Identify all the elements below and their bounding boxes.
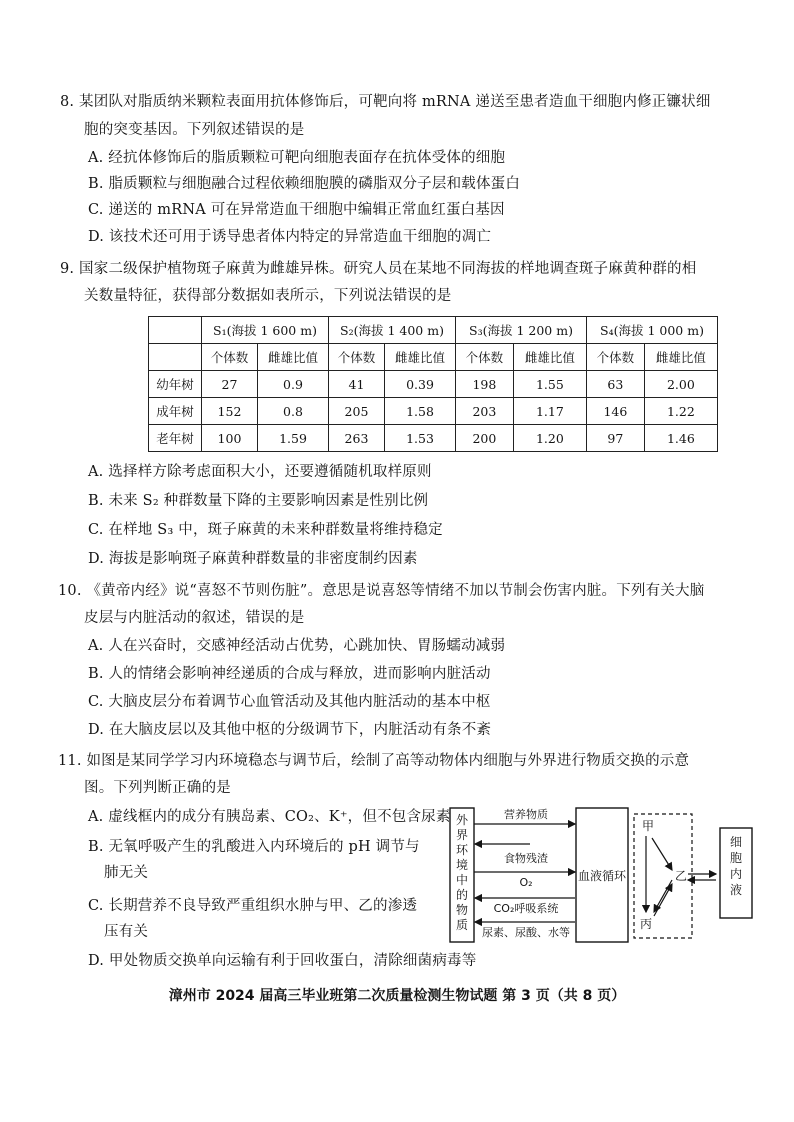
outer-label-char: 外界环境中的物质: [455, 813, 469, 932]
q10-option-b: B. 人的情绪会影响神经递质的合成与释放，进而影响内脏活动: [88, 666, 491, 682]
subheader-ratio: 雌雄比值: [384, 344, 455, 371]
q10-stem-line2: 皮层与内脏活动的叙述，错误的是: [84, 610, 305, 626]
q11-option-c-cont: 压有关: [104, 924, 149, 940]
table-cell: 63: [587, 371, 645, 398]
table-cell: 263: [329, 425, 385, 452]
exchange-diagram-svg: [440, 800, 760, 950]
table-corner-cell: [149, 317, 202, 344]
q9-option-c: C. 在样地 S₃ 中，斑子麻黄的未来种群数量将维持稳定: [88, 522, 443, 538]
table-cell: 100: [202, 425, 258, 452]
table-cell: 27: [202, 371, 258, 398]
subheader-count: 个体数: [456, 344, 514, 371]
bing-to-yi-arrow: [654, 884, 672, 916]
yi-label: 乙: [675, 869, 688, 883]
subheader-ratio: 雌雄比值: [644, 344, 717, 371]
q8-option-c: C. 递送的 mRNA 可在异常造血干细胞中编辑正常血红蛋白基因: [88, 202, 505, 218]
table-cell: 41: [329, 371, 385, 398]
q9-stem-line2: 关数量特征，获得部分数据如表所示，下列说法错误的是: [84, 288, 452, 304]
q9-option-b: B. 未来 S₂ 种群数量下降的主要影响因素是性别比例: [88, 493, 429, 509]
subheader-count: 个体数: [202, 344, 258, 371]
q11-option-b: B. 无氧呼吸产生的乳酸进入内环境后的 pH 调节与: [88, 839, 420, 855]
q11-option-c: C. 长期营养不良导致严重组织水肿与甲、乙的渗透: [88, 898, 418, 914]
q10-option-d: D. 在大脑皮层以及其他中枢的分级调节下，内脏活动有条不紊: [88, 722, 492, 738]
page-footer: 漳州市 2024 届高三毕业班第二次质量检测生物试题 第 3 页（共 8 页）: [168, 988, 626, 1004]
food-residue-label: 食物残渣: [504, 852, 548, 865]
table-cell: 0.39: [384, 371, 455, 398]
q8-option-d: D. 该技术还可用于诱导患者体内特定的异常造血干细胞的凋亡: [88, 229, 492, 245]
row-label: 老年树: [149, 425, 202, 452]
table-cell: 1.22: [644, 398, 717, 425]
population-table: [148, 316, 718, 452]
table-cell: 205: [329, 398, 385, 425]
co2-system-label: CO₂呼吸系统: [493, 902, 559, 915]
bing-label: 丙: [640, 917, 653, 931]
q9-option-d: D. 海拔是影响斑子麻黄种群数量的非密度制约因素: [88, 551, 418, 567]
q10-stem-line1: 10. 《黄帝内经》说“喜怒不节则伤脏”。意思是说喜怒等情绪不加以节制会伤害内脏。下列有关大脑: [58, 583, 705, 599]
table-cell: 198: [456, 371, 514, 398]
q9-option-a: A. 选择样方除考虑面积大小，还要遵循随机取样原则: [88, 464, 432, 480]
site-header: S₂(海拔 1 400 m): [329, 317, 456, 344]
table-cell: 97: [587, 425, 645, 452]
table-header-row: [149, 317, 718, 344]
subheader-ratio: 雌雄比值: [513, 344, 586, 371]
site-header: S₃(海拔 1 200 m): [456, 317, 587, 344]
table-cell: 1.58: [384, 398, 455, 425]
site-header: S₁(海拔 1 600 m): [202, 317, 329, 344]
subheader-count: 个体数: [587, 344, 645, 371]
subheader-ratio: 雌雄比值: [257, 344, 328, 371]
table-cell: 203: [456, 398, 514, 425]
row-label: 幼年树: [149, 371, 202, 398]
q11-option-a: A. 虚线框内的成分有胰岛素、CO₂、K⁺，但不包含尿素: [88, 809, 451, 825]
q8-option-b: B. 脂质颗粒与细胞融合过程依赖细胞膜的磷脂双分子层和载体蛋白: [88, 176, 521, 192]
q10-option-a: A. 人在兴奋时，交感神经活动占优势，心跳加快、胃肠蠕动减弱: [88, 638, 506, 654]
q9-stem-line1: 9. 国家二级保护植物斑子麻黄为雌雄异株。研究人员在某地不同海拔的样地调查斑子麻黄种群的相: [60, 261, 697, 277]
table-row: [149, 398, 718, 425]
o2-label: O₂: [519, 876, 533, 889]
site-header: S₄(海拔 1 000 m): [587, 317, 718, 344]
table-cell: 1.53: [384, 425, 455, 452]
subheader-count: 个体数: [329, 344, 385, 371]
yi-to-bing-arrow: [654, 880, 672, 912]
q8-stem-line1: 8. 某团队对脂质纳米颗粒表面用抗体修饰后，可靶向将 mRNA 递送至患者造血干细胞内修正镰状细: [60, 94, 711, 110]
jia-to-yi-arrow: [652, 838, 672, 870]
blood-circulation-label: 血液循环: [577, 869, 627, 883]
table-subheader-row: [149, 344, 718, 371]
table-cell: 146: [587, 398, 645, 425]
table-cell: 1.55: [513, 371, 586, 398]
table-cell: 1.46: [644, 425, 717, 452]
q11-option-d: D. 甲处物质交换单向运输有利于回收蛋白，清除细菌病毒等: [88, 953, 477, 969]
table-row: [149, 425, 718, 452]
table-cell: 152: [202, 398, 258, 425]
table-cell: 1.17: [513, 398, 586, 425]
table-cell: 1.20: [513, 425, 586, 452]
q11-option-b-cont: 肺无关: [104, 865, 149, 881]
q10-option-c: C. 大脑皮层分布着调节心血管活动及其他内脏活动的基本中枢: [88, 694, 491, 710]
table-cell: 1.59: [257, 425, 328, 452]
table-corner-cell: [149, 344, 202, 371]
table-cell: 0.9: [257, 371, 328, 398]
table-cell: 2.00: [644, 371, 717, 398]
table-cell: 200: [456, 425, 514, 452]
q11-stem-line2: 图。下列判断正确的是: [84, 780, 231, 796]
table-row: [149, 371, 718, 398]
q8-stem-line2: 胞的突变基因。下列叙述错误的是: [84, 122, 305, 138]
waste-label: 尿素、尿酸、水等: [482, 926, 570, 939]
jia-label: 甲: [642, 819, 655, 833]
exchange-diagram: [440, 800, 760, 950]
nutrient-label: 营养物质: [504, 808, 548, 821]
row-label: 成年树: [149, 398, 202, 425]
table-cell: 0.8: [257, 398, 328, 425]
q8-option-a: A. 经抗体修饰后的脂质颗粒可靶向细胞表面存在抗体受体的细胞: [88, 150, 506, 166]
q11-stem-line1: 11. 如图是某同学学习内环境稳态与调节后，绘制了高等动物体内细胞与外界进行物质交换的示意: [58, 753, 690, 769]
cell-fluid-label: 细胞内液: [729, 835, 743, 897]
